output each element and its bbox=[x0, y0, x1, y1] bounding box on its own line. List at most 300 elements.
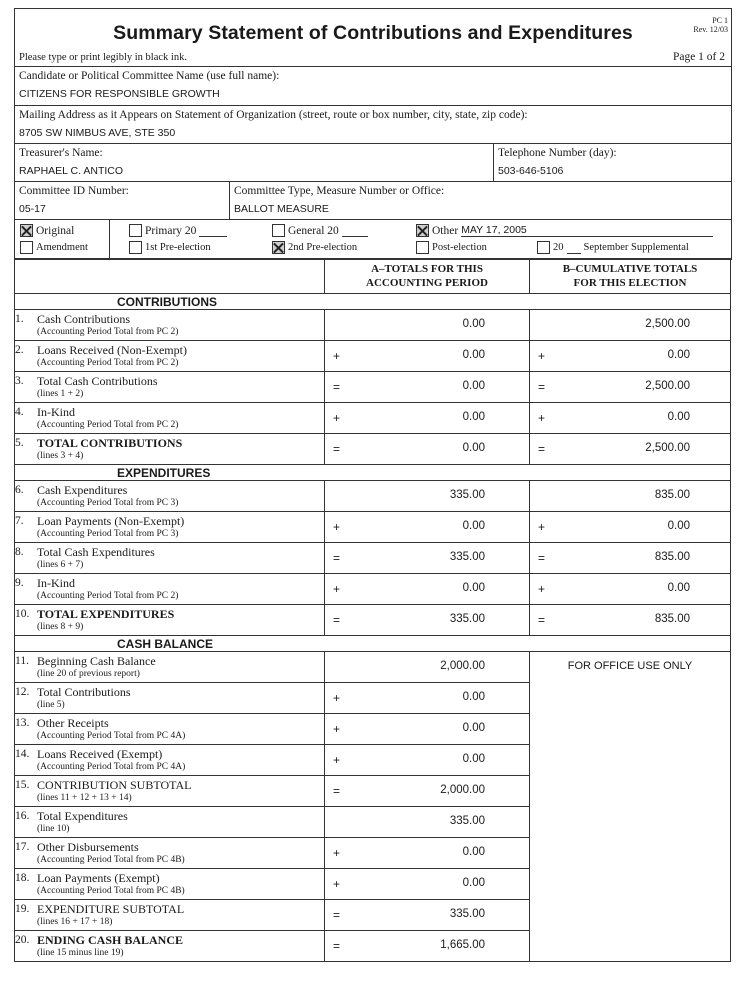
committee-id-field[interactable] bbox=[15, 182, 230, 219]
operator-sign: + bbox=[333, 520, 341, 534]
line-source-note: (Accounting Period Total from PC 4B) bbox=[37, 885, 185, 896]
amount-cell-a[interactable] bbox=[325, 605, 530, 636]
amount-value[interactable]: 0.00 bbox=[462, 846, 485, 858]
line-source-note: (lines 11 + 12 + 13 + 14) bbox=[37, 792, 132, 803]
amount-cell-b[interactable] bbox=[530, 481, 731, 512]
form-header bbox=[15, 9, 731, 49]
phone-value[interactable]: 503-646-5106 bbox=[498, 165, 564, 177]
line-source-note: (lines 3 + 4) bbox=[37, 450, 84, 461]
line-label: Cash Expenditures bbox=[37, 482, 128, 497]
mailing-address-value[interactable]: 8705 SW NIMBUS AVE, STE 350 bbox=[19, 127, 176, 139]
operator-sign: + bbox=[538, 582, 546, 596]
line-number: 10. bbox=[15, 607, 30, 620]
line-source-note: (lines 1 + 2) bbox=[37, 388, 84, 399]
form-title: Summary Statement of Contributions and Expenditures bbox=[113, 22, 633, 44]
line-label-cell bbox=[15, 372, 325, 403]
line-label: Cash Contributions bbox=[37, 311, 131, 326]
checkbox-checked-icon[interactable] bbox=[20, 224, 33, 237]
line-label-text bbox=[37, 344, 187, 369]
amount-value[interactable]: 0.00 bbox=[462, 442, 485, 454]
checkbox-empty-icon[interactable] bbox=[416, 241, 429, 254]
committee-name-value[interactable]: CITIZENS FOR RESPONSIBLE GROWTH bbox=[19, 88, 220, 100]
amount-field[interactable] bbox=[530, 341, 730, 371]
operator-sign: + bbox=[538, 349, 546, 363]
line-label-cell bbox=[15, 900, 325, 931]
line-number: 12. bbox=[15, 685, 30, 698]
line-label-cell bbox=[15, 481, 325, 512]
line-label-text bbox=[37, 717, 185, 742]
committee-type-value[interactable]: BALLOT MEASURE bbox=[234, 203, 329, 215]
amount-cell-a[interactable] bbox=[325, 683, 530, 714]
committee-type-field[interactable] bbox=[230, 182, 731, 219]
checkbox-empty-icon[interactable] bbox=[272, 224, 285, 237]
amount-field[interactable] bbox=[325, 807, 529, 837]
amount-cell-a[interactable] bbox=[325, 838, 530, 869]
treasurer-label: Treasurer's Name: bbox=[19, 147, 103, 159]
committee-id-row bbox=[15, 182, 731, 220]
operator-sign: + bbox=[333, 691, 341, 705]
line-label: ENDING CASH BALANCE bbox=[37, 932, 184, 947]
line-number: 14. bbox=[15, 747, 30, 760]
line-label: Total Expenditures bbox=[37, 808, 128, 823]
line-number: 2. bbox=[15, 343, 24, 356]
line-label: Loans Received (Exempt) bbox=[37, 746, 163, 761]
amount-value[interactable]: 0.00 bbox=[462, 520, 485, 532]
sept-year-prefix: 20 bbox=[553, 242, 564, 253]
line-label-cell bbox=[15, 807, 325, 838]
amount-value[interactable]: 835.00 bbox=[654, 489, 690, 501]
form-code: PC 1 bbox=[712, 16, 728, 25]
amount-value[interactable]: 2,000.00 bbox=[440, 784, 485, 796]
amount-cell-a[interactable] bbox=[325, 745, 530, 776]
amount-field[interactable] bbox=[530, 372, 730, 402]
line-row bbox=[15, 574, 731, 605]
line-label-text bbox=[37, 934, 183, 959]
line-label-cell bbox=[15, 652, 325, 683]
mailing-address-label: Mailing Address as it Appears on Statement of Organization (street, route or box number, city, state, zip code): bbox=[19, 109, 528, 121]
committee-id-label: Committee ID Number: bbox=[19, 185, 129, 197]
amount-cell-b[interactable] bbox=[530, 372, 731, 403]
checkbox-post-election-label: Post-election bbox=[432, 242, 487, 253]
column-a-line1: A–TOTALS FOR THIS bbox=[371, 263, 483, 275]
checkbox-1st-pre-election[interactable] bbox=[129, 241, 211, 254]
amount-cell-b[interactable] bbox=[530, 512, 731, 543]
amount-cell-a[interactable] bbox=[325, 714, 530, 745]
amount-field[interactable] bbox=[325, 605, 529, 635]
page-indicator: Page 1 of 2 bbox=[672, 51, 725, 63]
line-number: 17. bbox=[15, 840, 30, 853]
amount-field[interactable] bbox=[325, 931, 529, 961]
amount-value[interactable]: 335.00 bbox=[449, 551, 485, 563]
operator-sign: = bbox=[538, 380, 546, 394]
line-label: Total Cash Contributions bbox=[37, 373, 158, 388]
checkbox-empty-icon[interactable] bbox=[129, 224, 142, 237]
amount-cell-b[interactable] bbox=[530, 341, 731, 372]
line-label-cell bbox=[15, 512, 325, 543]
line-number: 18. bbox=[15, 871, 30, 884]
amount-cell-a[interactable] bbox=[325, 574, 530, 605]
checkbox-empty-icon[interactable] bbox=[20, 241, 33, 254]
amount-value[interactable]: 0.00 bbox=[462, 582, 485, 594]
amount-value[interactable]: 0.00 bbox=[462, 380, 485, 392]
mailing-address-field[interactable] bbox=[15, 106, 731, 144]
operator-sign: + bbox=[333, 411, 341, 425]
amount-cell-b[interactable] bbox=[530, 403, 731, 434]
column-header-b bbox=[530, 259, 731, 294]
amount-cell-a[interactable] bbox=[325, 372, 530, 403]
operator-sign: = bbox=[333, 613, 341, 627]
committee-name-field[interactable] bbox=[15, 67, 731, 106]
checkbox-amendment[interactable] bbox=[20, 241, 88, 254]
amount-field[interactable] bbox=[325, 838, 529, 868]
amount-value[interactable]: 0.00 bbox=[462, 318, 485, 330]
line-number: 19. bbox=[15, 902, 30, 915]
line-label-text bbox=[37, 655, 156, 680]
amount-field[interactable] bbox=[325, 512, 529, 542]
line-source-note: (Accounting Period Total from PC 2) bbox=[37, 419, 179, 430]
column-header-blank bbox=[15, 259, 325, 294]
treasurer-value[interactable]: RAPHAEL C. ANTICO bbox=[19, 165, 124, 177]
line-source-note: (lines 16 + 17 + 18) bbox=[37, 916, 113, 927]
line-number: 1. bbox=[15, 312, 24, 325]
checkbox-original[interactable] bbox=[20, 224, 74, 237]
section-title-contributions: CONTRIBUTIONS bbox=[15, 294, 731, 310]
section-expenditures bbox=[15, 465, 731, 481]
other-date-value[interactable]: MAY 17, 2005 bbox=[461, 224, 713, 237]
line-label-text bbox=[37, 608, 174, 633]
checkbox-original-label: Original bbox=[36, 224, 75, 237]
checkbox-2nd-pre-election[interactable] bbox=[272, 241, 357, 254]
line-number: 4. bbox=[15, 405, 24, 418]
amount-cell-a[interactable] bbox=[325, 434, 530, 465]
amount-field[interactable] bbox=[325, 574, 529, 604]
line-row bbox=[15, 605, 731, 636]
amount-cell-a[interactable] bbox=[325, 481, 530, 512]
checkbox-empty-icon[interactable] bbox=[537, 241, 550, 254]
line-label: TOTAL CONTRIBUTIONS bbox=[37, 435, 183, 450]
line-label-cell bbox=[15, 434, 325, 465]
amount-cell-a[interactable] bbox=[325, 652, 530, 683]
amount-field[interactable] bbox=[530, 403, 730, 433]
line-source-note: (lines 6 + 7) bbox=[37, 559, 84, 570]
operator-sign: = bbox=[333, 908, 341, 922]
amount-field[interactable] bbox=[325, 745, 529, 775]
line-row bbox=[15, 434, 731, 465]
line-label-cell bbox=[15, 931, 325, 962]
line-label-cell bbox=[15, 341, 325, 372]
operator-sign: = bbox=[333, 442, 341, 456]
amount-value[interactable]: 0.00 bbox=[462, 722, 485, 734]
line-number: 9. bbox=[15, 576, 24, 589]
checkbox-other-label: Other bbox=[432, 224, 459, 237]
line-label-cell bbox=[15, 869, 325, 900]
line-number: 3. bbox=[15, 374, 24, 387]
amount-value[interactable]: 2,000.00 bbox=[440, 660, 485, 672]
operator-sign: + bbox=[333, 722, 341, 736]
report-type-divider bbox=[109, 220, 110, 259]
line-label-cell bbox=[15, 605, 325, 636]
operator-sign: = bbox=[333, 939, 341, 953]
line-label-text bbox=[37, 686, 131, 711]
line-label: EXPENDITURE SUBTOTAL bbox=[37, 901, 185, 916]
line-number: 6. bbox=[15, 483, 24, 496]
amount-cell-a[interactable] bbox=[325, 512, 530, 543]
operator-sign: + bbox=[333, 753, 341, 767]
line-row bbox=[15, 341, 731, 372]
treasurer-row bbox=[15, 144, 731, 182]
operator-sign: = bbox=[538, 613, 546, 627]
office-use-only-box bbox=[530, 652, 731, 962]
amount-cell-b[interactable] bbox=[530, 543, 731, 574]
financial-summary-table bbox=[14, 258, 731, 962]
checkbox-general-label: General 20 bbox=[288, 224, 339, 237]
office-use-only-label: FOR OFFICE USE ONLY bbox=[567, 660, 693, 672]
operator-sign: = bbox=[538, 551, 546, 565]
line-label: TOTAL EXPENDITURES bbox=[37, 606, 175, 621]
operator-sign: + bbox=[538, 411, 546, 425]
line-label-text bbox=[37, 484, 178, 509]
checkbox-checked-icon[interactable] bbox=[416, 224, 429, 237]
committee-id-value[interactable]: 05-17 bbox=[19, 203, 46, 215]
amount-value[interactable]: 335.00 bbox=[449, 613, 485, 625]
amount-value[interactable]: 0.00 bbox=[667, 411, 690, 423]
checkbox-general[interactable] bbox=[272, 224, 368, 237]
amount-value[interactable]: 335.00 bbox=[449, 489, 485, 501]
line-label: Loan Payments (Exempt) bbox=[37, 870, 160, 885]
column-header-row bbox=[15, 259, 731, 294]
line-label-text bbox=[37, 577, 178, 602]
line-label: Beginning Cash Balance bbox=[37, 653, 156, 668]
committee-type-label: Committee Type, Measure Number or Office: bbox=[234, 185, 445, 197]
cash-balance-rows bbox=[15, 652, 731, 962]
amount-value[interactable]: 0.00 bbox=[462, 691, 485, 703]
amount-field[interactable] bbox=[530, 481, 730, 511]
operator-sign: + bbox=[538, 520, 546, 534]
column-b-line1: B–CUMULATIVE TOTALS bbox=[562, 263, 698, 275]
amount-field[interactable] bbox=[530, 543, 730, 573]
line-label: Other Disbursements bbox=[37, 839, 139, 854]
amount-field[interactable] bbox=[530, 605, 730, 635]
amount-cell-a[interactable] bbox=[325, 310, 530, 341]
column-b-line2: FOR THIS ELECTION bbox=[573, 277, 687, 289]
amount-value[interactable]: 1,665.00 bbox=[440, 939, 485, 951]
checkbox-1st-pre-election-label: 1st Pre-election bbox=[145, 242, 211, 253]
amount-field[interactable] bbox=[325, 652, 529, 682]
expenditures-rows bbox=[15, 481, 731, 636]
line-source-note: (Accounting Period Total from PC 4A) bbox=[37, 761, 186, 772]
line-label-text bbox=[37, 375, 158, 400]
report-type-row bbox=[15, 220, 731, 260]
operator-sign: = bbox=[538, 442, 546, 456]
amount-field[interactable] bbox=[325, 310, 529, 340]
amount-value[interactable]: 0.00 bbox=[462, 349, 485, 361]
amount-value[interactable]: 0.00 bbox=[462, 753, 485, 765]
operator-sign: + bbox=[333, 582, 341, 596]
line-source-note: (line 20 of previous report) bbox=[37, 668, 140, 679]
operator-sign: = bbox=[333, 380, 341, 394]
phone-label: Telephone Number (day): bbox=[498, 147, 617, 159]
amount-field[interactable] bbox=[325, 341, 529, 371]
line-label-text bbox=[37, 841, 185, 866]
operator-sign: + bbox=[333, 877, 341, 891]
amount-field[interactable] bbox=[325, 776, 529, 806]
checkbox-september-supplemental-label: September Supplemental bbox=[583, 242, 689, 253]
amount-field[interactable] bbox=[325, 543, 529, 573]
line-label-text bbox=[37, 903, 184, 928]
line-label-text bbox=[37, 779, 191, 804]
amount-cell-a[interactable] bbox=[325, 403, 530, 434]
line-label-cell bbox=[15, 714, 325, 745]
line-source-note: (Accounting Period Total from PC 4B) bbox=[37, 854, 185, 865]
line-label: Loan Payments (Non-Exempt) bbox=[37, 513, 185, 528]
line-label-cell bbox=[15, 310, 325, 341]
line-label-text bbox=[37, 546, 155, 571]
line-label-cell bbox=[15, 745, 325, 776]
operator-sign: = bbox=[333, 551, 341, 565]
checkbox-other[interactable] bbox=[416, 224, 713, 237]
pc1-form bbox=[14, 8, 732, 260]
section-cash-balance bbox=[15, 636, 731, 652]
form-id bbox=[693, 16, 728, 34]
amount-cell-b[interactable] bbox=[530, 605, 731, 636]
contributions-rows bbox=[15, 310, 731, 465]
line-number: 7. bbox=[15, 514, 24, 527]
amount-cell-a[interactable] bbox=[325, 776, 530, 807]
line-source-note: (Accounting Period Total from PC 3) bbox=[37, 528, 179, 539]
amount-value[interactable]: 0.00 bbox=[667, 520, 690, 532]
checkbox-empty-icon[interactable] bbox=[129, 241, 142, 254]
sept-year-blank[interactable] bbox=[567, 241, 581, 254]
line-label: In-Kind bbox=[37, 404, 75, 419]
amount-field[interactable] bbox=[530, 310, 730, 340]
column-a-line2: ACCOUNTING PERIOD bbox=[366, 277, 488, 289]
treasurer-field[interactable] bbox=[15, 144, 494, 181]
amount-value[interactable]: 2,500.00 bbox=[645, 380, 690, 392]
amount-field[interactable] bbox=[325, 481, 529, 511]
column-header-a bbox=[325, 259, 530, 294]
line-label-cell bbox=[15, 543, 325, 574]
line-label-cell bbox=[15, 574, 325, 605]
amount-field[interactable] bbox=[530, 574, 730, 604]
amount-field[interactable] bbox=[325, 434, 529, 464]
line-label-text bbox=[37, 437, 182, 462]
amount-cell-a[interactable] bbox=[325, 341, 530, 372]
committee-name-label: Candidate or Political Committee Name (use full name): bbox=[19, 70, 280, 82]
section-contributions bbox=[15, 294, 731, 310]
line-source-note: (Accounting Period Total from PC 2) bbox=[37, 357, 179, 368]
line-label-cell bbox=[15, 683, 325, 714]
line-row bbox=[15, 543, 731, 574]
checkbox-primary[interactable] bbox=[129, 224, 227, 237]
amount-cell-b[interactable] bbox=[530, 574, 731, 605]
line-label-text bbox=[37, 406, 178, 431]
line-number: 5. bbox=[15, 436, 24, 449]
amount-cell-a[interactable] bbox=[325, 900, 530, 931]
amount-field[interactable] bbox=[325, 372, 529, 402]
general-year-blank[interactable] bbox=[342, 224, 368, 237]
amount-field[interactable] bbox=[325, 714, 529, 744]
line-label-cell bbox=[15, 838, 325, 869]
line-source-note: (Accounting Period Total from PC 3) bbox=[37, 497, 179, 508]
line-source-note: (line 5) bbox=[37, 699, 65, 710]
line-label-text bbox=[37, 748, 185, 773]
checkbox-amendment-label: Amendment bbox=[36, 242, 88, 253]
amount-field[interactable] bbox=[325, 683, 529, 713]
amount-value[interactable]: 0.00 bbox=[667, 582, 690, 594]
line-number: 20. bbox=[15, 933, 30, 946]
checkbox-primary-label: Primary 20 bbox=[145, 224, 197, 237]
line-source-note: (line 10) bbox=[37, 823, 70, 834]
line-label: In-Kind bbox=[37, 575, 75, 590]
amount-field[interactable] bbox=[325, 900, 529, 930]
line-label-text bbox=[37, 810, 128, 835]
amount-field[interactable] bbox=[325, 869, 529, 899]
amount-field[interactable] bbox=[325, 403, 529, 433]
amount-value[interactable]: 335.00 bbox=[449, 908, 485, 920]
amount-value[interactable]: 835.00 bbox=[654, 551, 690, 563]
line-number: 15. bbox=[15, 778, 30, 791]
amount-cell-a[interactable] bbox=[325, 931, 530, 962]
line-row bbox=[15, 310, 731, 341]
amount-cell-a[interactable] bbox=[325, 869, 530, 900]
checkbox-september-supplemental[interactable] bbox=[537, 241, 689, 254]
amount-value[interactable]: 835.00 bbox=[654, 613, 690, 625]
line-label: Total Cash Expenditures bbox=[37, 544, 155, 559]
line-label-text bbox=[37, 872, 185, 897]
amount-value[interactable]: 2,500.00 bbox=[645, 318, 690, 330]
line-row bbox=[15, 403, 731, 434]
line-label: CONTRIBUTION SUBTOTAL bbox=[37, 777, 192, 792]
line-source-note: (Accounting Period Total from PC 2) bbox=[37, 326, 179, 337]
primary-year-blank[interactable] bbox=[199, 224, 227, 237]
line-number: 13. bbox=[15, 716, 30, 729]
instruction-row bbox=[15, 49, 731, 67]
line-label-text bbox=[37, 515, 184, 540]
checkbox-2nd-pre-election-label: 2nd Pre-election bbox=[288, 242, 358, 253]
line-label: Loans Received (Non-Exempt) bbox=[37, 342, 187, 357]
line-row bbox=[15, 481, 731, 512]
amount-cell-b[interactable] bbox=[530, 434, 731, 465]
amount-cell-b[interactable] bbox=[530, 310, 731, 341]
operator-sign: = bbox=[333, 784, 341, 798]
amount-value[interactable]: 2,500.00 bbox=[645, 442, 690, 454]
amount-field[interactable] bbox=[530, 512, 730, 542]
amount-cell-a[interactable] bbox=[325, 543, 530, 574]
section-title-expenditures: EXPENDITURES bbox=[15, 465, 731, 481]
checkbox-checked-icon[interactable] bbox=[272, 241, 285, 254]
line-source-note: (line 15 minus line 19) bbox=[37, 947, 124, 958]
line-number: 11. bbox=[15, 654, 29, 667]
operator-sign: + bbox=[333, 846, 341, 860]
line-row bbox=[15, 372, 731, 403]
amount-field[interactable] bbox=[530, 434, 730, 464]
amount-value[interactable]: 0.00 bbox=[462, 411, 485, 423]
amount-cell-a[interactable] bbox=[325, 807, 530, 838]
phone-field[interactable] bbox=[494, 144, 731, 181]
line-label-cell bbox=[15, 403, 325, 434]
checkbox-post-election[interactable] bbox=[416, 241, 487, 254]
line-source-note: (Accounting Period Total from PC 4A) bbox=[37, 730, 186, 741]
form-revision: Rev. 12/03 bbox=[693, 25, 728, 34]
section-title-cash-balance: CASH BALANCE bbox=[15, 636, 731, 652]
amount-value[interactable]: 0.00 bbox=[667, 349, 690, 361]
operator-sign: + bbox=[333, 349, 341, 363]
amount-value[interactable]: 335.00 bbox=[449, 815, 485, 827]
amount-value[interactable]: 0.00 bbox=[462, 877, 485, 889]
line-row bbox=[15, 512, 731, 543]
line-number: 16. bbox=[15, 809, 30, 822]
line-label-text bbox=[37, 313, 178, 338]
